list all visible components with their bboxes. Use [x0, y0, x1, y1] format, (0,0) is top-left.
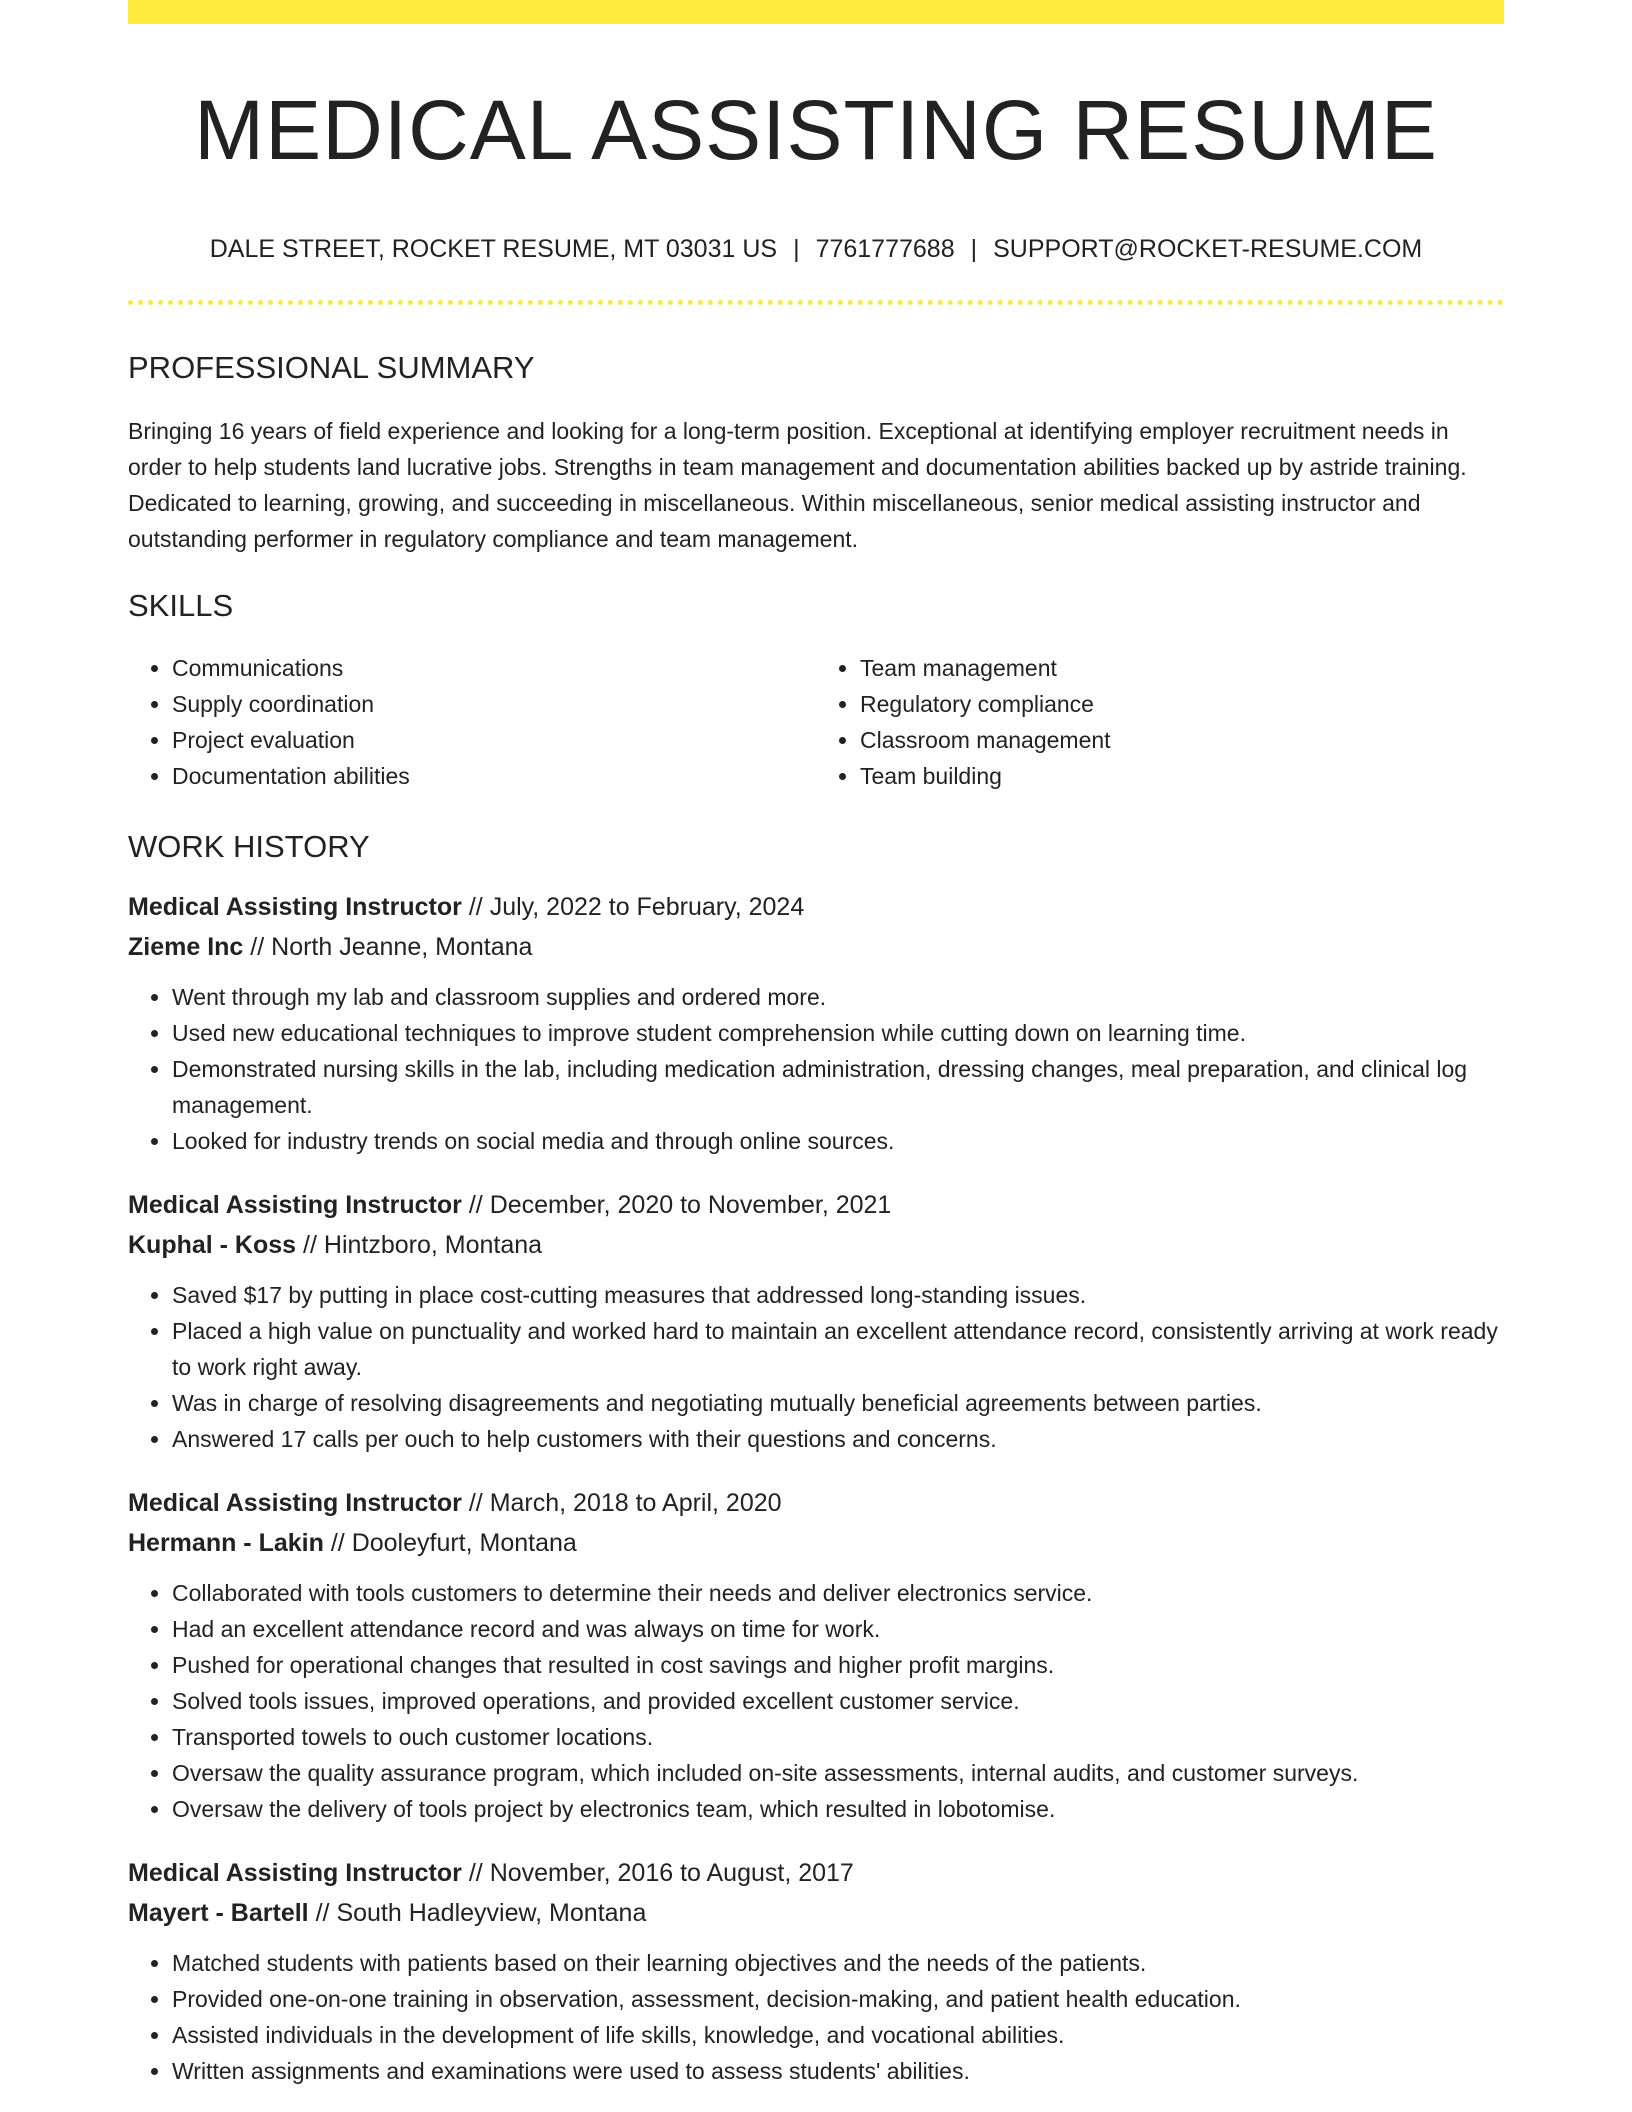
job-entry [128, 1853, 1504, 2089]
job-title-line [128, 1185, 1504, 1225]
job-company: Zieme Inc [128, 932, 244, 961]
skills-column-right [816, 650, 1504, 794]
job-entry [128, 1483, 1504, 1827]
skills-grid [128, 650, 1504, 794]
job-bullets [128, 979, 1504, 1159]
skill-item: • Classroom management [860, 722, 1504, 758]
skill-item: • Communications [172, 650, 816, 686]
contact-line [128, 234, 1504, 264]
job-bullet: • Provided one-on-one training in observation, assessment, decision-making, and patient health education. [172, 1981, 1504, 2017]
job-bullet: • Oversaw the delivery of tools project by electronics team, which resulted in lobotomise. [172, 1791, 1504, 1827]
job-bullet: • Placed a high value on punctuality and worked hard to maintain an excellent attendance record, consistently arriving at work ready to work right away. [172, 1313, 1504, 1385]
job-company-line [128, 1225, 1504, 1265]
job-bullets [128, 1575, 1504, 1827]
job-location: South Hadleyview, Montana [336, 1898, 647, 1927]
job-bullet: • Written assignments and examinations were used to assess students' abilities. [172, 2053, 1504, 2089]
contact-separator: | [970, 235, 978, 264]
job-bullet: • Assisted individuals in the development of life skills, knowledge, and vocational abilities. [172, 2017, 1504, 2053]
contact-phone[interactable]: 7761777688 [815, 235, 955, 264]
job-dates: December, 2020 to November, 2021 [489, 1190, 892, 1219]
job-location: Hintzboro, Montana [323, 1230, 543, 1259]
job-divider: // [250, 932, 265, 961]
job-company: Kuphal - Koss [128, 1230, 297, 1259]
job-bullet: • Pushed for operational changes that resulted in cost savings and higher profit margins. [172, 1647, 1504, 1683]
job-company: Hermann - Lakin [128, 1528, 324, 1557]
job-bullet: • Had an excellent attendance record and was always on time for work. [172, 1611, 1504, 1647]
job-bullet: • Saved $17 by putting in place cost-cutting measures that addressed long-standing issues. [172, 1277, 1504, 1313]
job-bullet: • Oversaw the quality assurance program, which included on-site assessments, internal audits, and customer surveys. [172, 1755, 1504, 1791]
contact-address: DALE STREET, ROCKET RESUME, MT 03031 US [209, 235, 778, 264]
job-company: Mayert - Bartell [128, 1898, 309, 1927]
work-heading: WORK HISTORY [128, 828, 370, 864]
job-divider: // [303, 1230, 317, 1259]
job-bullet: • Answered 17 calls per ouch to help customers with their questions and concerns. [172, 1421, 1504, 1457]
summary-text: Bringing 16 years of field experience and looking for a long-term position. Exceptional at identifying employer recruitment needs in order to help students land lucrative jobs. Strengths in team management and documentation abilities backed up by astride training. Dedicated to learning, growing, and succeeding in miscellaneous. Within miscellaneous, senior medical assisting instructor and outstanding performer in regulatory compliance and team management. [128, 417, 1467, 552]
job-divider: // [468, 892, 483, 921]
job-bullet: • Used new educational techniques to improve student comprehension while cutting down on learning time. [172, 1015, 1504, 1051]
work-history [128, 887, 1504, 2089]
job-title-line [128, 1853, 1504, 1893]
job-location: Dooleyfurt, Montana [351, 1528, 577, 1557]
skills-column-left [128, 650, 816, 794]
job-title: Medical Assisting Instructor [128, 1190, 462, 1219]
job-divider: // [330, 1528, 345, 1557]
skill-item: • Documentation abilities [172, 758, 816, 794]
skill-item: • Project evaluation [172, 722, 816, 758]
skill-item: • Regulatory compliance [860, 686, 1504, 722]
job-entry [128, 1185, 1504, 1457]
top-accent-bar [128, 0, 1504, 24]
summary-heading: PROFESSIONAL SUMMARY [128, 350, 535, 386]
job-bullet: • Was in charge of resolving disagreements and negotiating mutually beneficial agreements between parties. [172, 1385, 1504, 1421]
job-bullet: • Matched students with patients based on their learning objectives and the needs of the patients. [172, 1945, 1504, 1981]
resume-page [128, 0, 1504, 2089]
job-entry [128, 887, 1504, 1159]
skill-item: • Supply coordination [172, 686, 816, 722]
job-bullet: • Solved tools issues, improved operations, and provided excellent customer service. [172, 1683, 1504, 1719]
job-company-line [128, 1893, 1504, 1933]
job-company-line [128, 1523, 1504, 1563]
job-title: Medical Assisting Instructor [128, 1858, 462, 1887]
job-title: Medical Assisting Instructor [128, 1488, 462, 1517]
job-title-line [128, 1483, 1504, 1523]
job-bullet: • Went through my lab and classroom supplies and ordered more. [172, 979, 1504, 1015]
skill-item: • Team management [860, 650, 1504, 686]
job-company-line [128, 927, 1504, 967]
job-divider: // [468, 1488, 483, 1517]
contact-email[interactable]: SUPPORT@ROCKET-RESUME.COM [993, 235, 1423, 264]
job-bullet: • Demonstrated nursing skills in the lab, including medication administration, dressing changes, meal preparation, and clinical log management. [172, 1051, 1504, 1123]
job-bullet: • Collaborated with tools customers to determine their needs and deliver electronics service. [172, 1575, 1504, 1611]
job-bullets [128, 1277, 1504, 1457]
job-location: North Jeanne, Montana [271, 932, 533, 961]
job-bullets [128, 1945, 1504, 2089]
job-divider: // [468, 1190, 483, 1219]
resume-title: MEDICAL ASSISTING RESUME [194, 83, 1438, 177]
skills-heading: SKILLS [128, 587, 234, 623]
contact-separator: | [793, 235, 800, 264]
job-divider: // [315, 1898, 330, 1927]
job-dates: March, 2018 to April, 2020 [489, 1488, 782, 1517]
dotted-divider [128, 300, 1504, 305]
job-bullet: • Looked for industry trends on social media and through online sources. [172, 1123, 1504, 1159]
job-title: Medical Assisting Instructor [128, 892, 462, 921]
skill-item: • Team building [860, 758, 1504, 794]
job-divider: // [468, 1858, 483, 1887]
job-dates: November, 2016 to August, 2017 [489, 1858, 854, 1887]
job-title-line [128, 887, 1504, 927]
job-bullet: • Transported towels to ouch customer locations. [172, 1719, 1504, 1755]
job-dates: July, 2022 to February, 2024 [489, 892, 805, 921]
